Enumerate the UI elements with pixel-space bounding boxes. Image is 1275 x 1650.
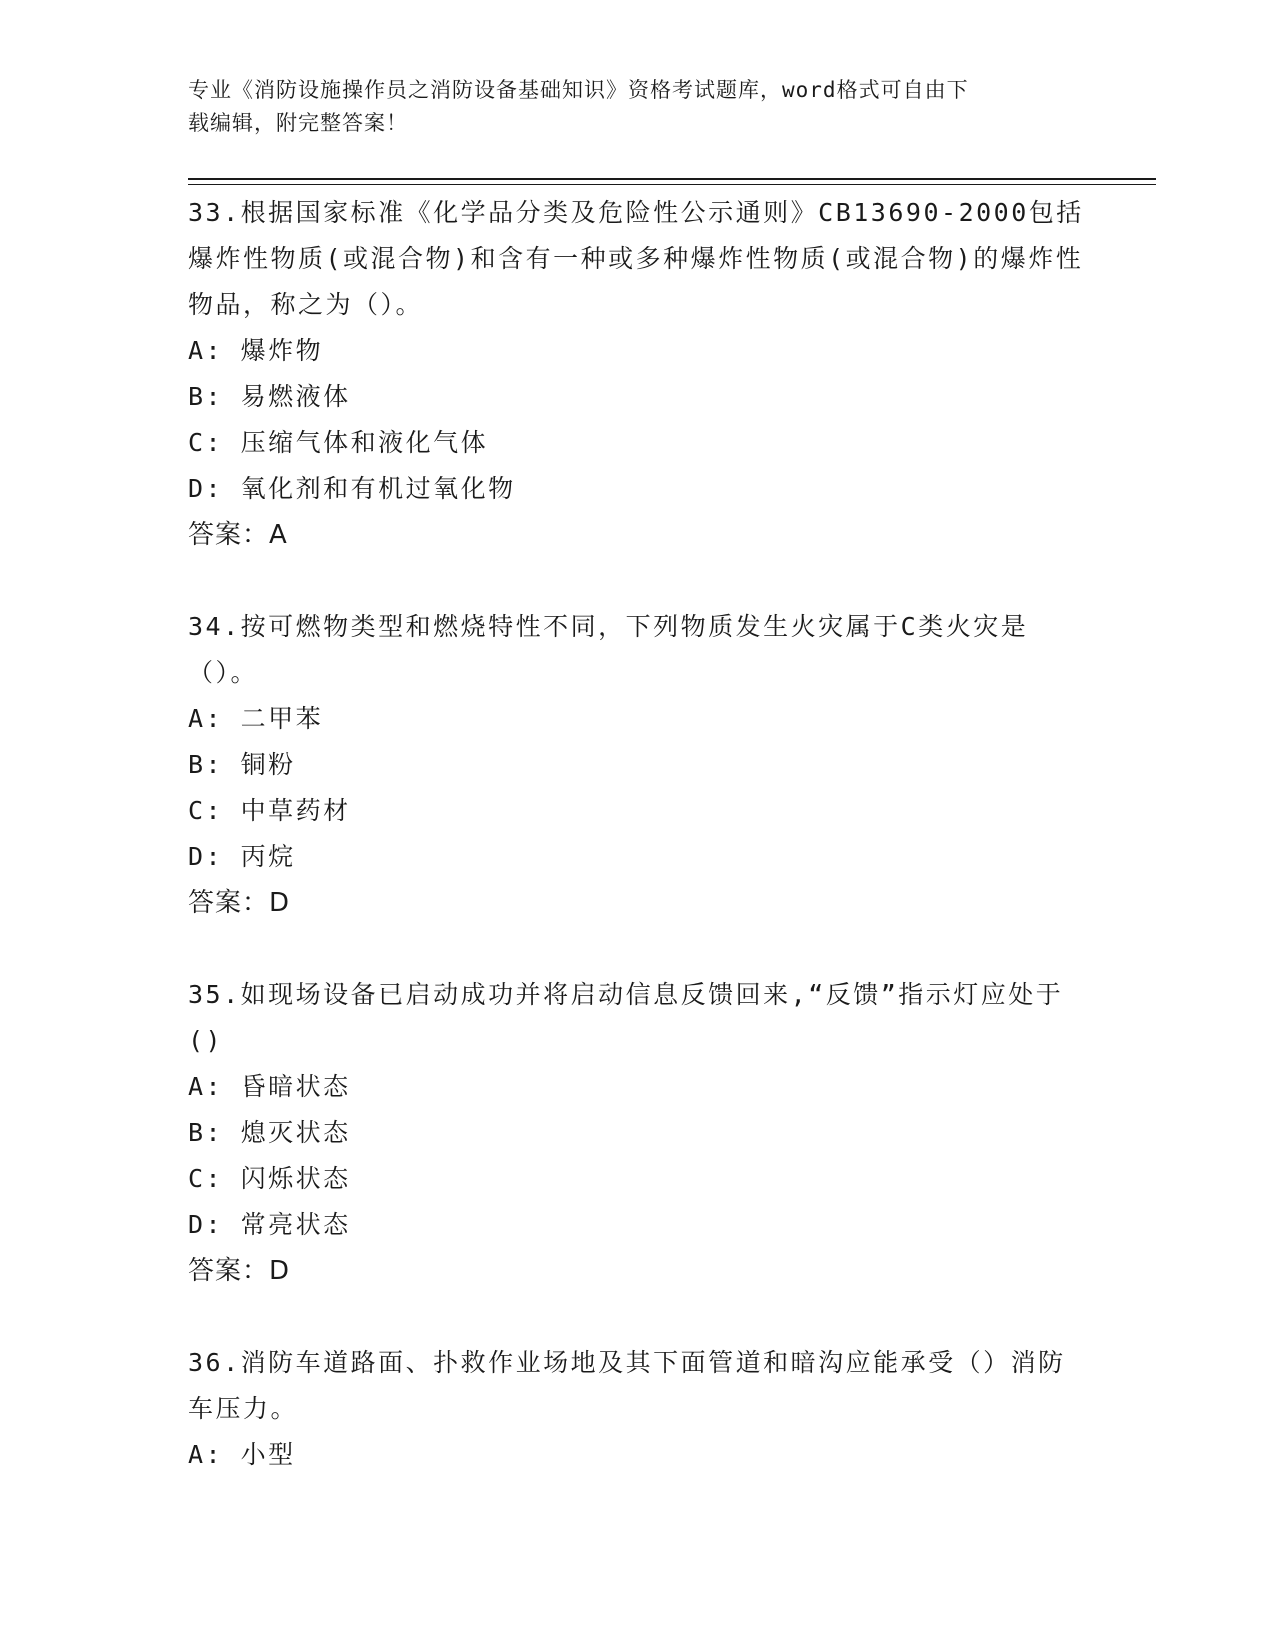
- option-label: B:: [188, 1118, 224, 1147]
- option-label: A:: [188, 336, 224, 365]
- answer: 答案：D: [188, 1256, 291, 1286]
- option-a: [188, 1432, 1088, 1478]
- option-label: A:: [188, 704, 224, 733]
- header-line-1: 专业《消防设施操作员之消防设备基础知识》资格考试题库，word格式可自由下: [188, 78, 969, 102]
- option-text: 闪烁状态: [240, 1164, 351, 1193]
- question-text: 36.消防车道路面、扑救作业场地及其下面管道和暗沟应能承受（）消防车压力。: [188, 1348, 1066, 1423]
- option-label: D:: [188, 474, 224, 503]
- option-text: 熄灭状态: [240, 1118, 351, 1147]
- option-d: [188, 1202, 1088, 1248]
- document-header: [188, 74, 1088, 140]
- option-a: [188, 696, 1088, 742]
- header-line-2: 载编辑，附完整答案！: [188, 111, 408, 135]
- option-label: C:: [188, 796, 224, 825]
- question-spacer: [188, 558, 1088, 604]
- option-a: [188, 1064, 1088, 1110]
- question-spacer: [188, 1294, 1088, 1340]
- option-text: 丙烷: [240, 842, 296, 871]
- answer: 答案：A: [188, 520, 288, 550]
- option-b: [188, 374, 1088, 420]
- option-b: [188, 1110, 1088, 1156]
- option-c: [188, 1156, 1088, 1202]
- question-text: 33.根据国家标准《化学品分类及危险性公示通则》CB13690-2000包括爆炸性物质(或混合物)和含有一种或多种爆炸性物质(或混合物)的爆炸性物品，称之为（）。: [188, 198, 1084, 319]
- question-text: 35.如现场设备已启动成功并将启动信息反馈回来,“反馈”指示灯应处于(): [188, 980, 1064, 1055]
- option-label: B:: [188, 382, 224, 411]
- answer: 答案：D: [188, 888, 291, 918]
- question-34: [188, 604, 1088, 926]
- option-text: 昏暗状态: [240, 1072, 351, 1101]
- option-text: 小型: [240, 1440, 296, 1469]
- option-d: [188, 834, 1088, 880]
- question-33: [188, 190, 1088, 558]
- option-text: 爆炸物: [240, 336, 324, 365]
- option-label: A:: [188, 1440, 224, 1469]
- option-label: A:: [188, 1072, 224, 1101]
- header-divider-thin: [188, 184, 1156, 185]
- option-text: 铜粉: [240, 750, 296, 779]
- option-text: 压缩气体和液化气体: [240, 428, 489, 457]
- option-text: 常亮状态: [240, 1210, 351, 1239]
- option-text: 易燃液体: [240, 382, 351, 411]
- option-d: [188, 466, 1088, 512]
- question-list: [188, 190, 1088, 1478]
- option-label: D:: [188, 842, 224, 871]
- option-text: 中草药材: [240, 796, 351, 825]
- question-35: [188, 972, 1088, 1294]
- question-spacer: [188, 926, 1088, 972]
- question-text: 34.按可燃物类型和燃烧特性不同，下列物质发生火灾属于C类火灾是（）。: [188, 612, 1029, 687]
- option-label: C:: [188, 1164, 224, 1193]
- question-36: [188, 1340, 1088, 1478]
- option-b: [188, 742, 1088, 788]
- option-a: [188, 328, 1088, 374]
- option-label: C:: [188, 428, 224, 457]
- option-c: [188, 788, 1088, 834]
- option-label: B:: [188, 750, 224, 779]
- option-text: 二甲苯: [240, 704, 324, 733]
- option-c: [188, 420, 1088, 466]
- option-text: 氧化剂和有机过氧化物: [240, 474, 516, 503]
- option-label: D:: [188, 1210, 224, 1239]
- header-divider-thick: [188, 178, 1156, 180]
